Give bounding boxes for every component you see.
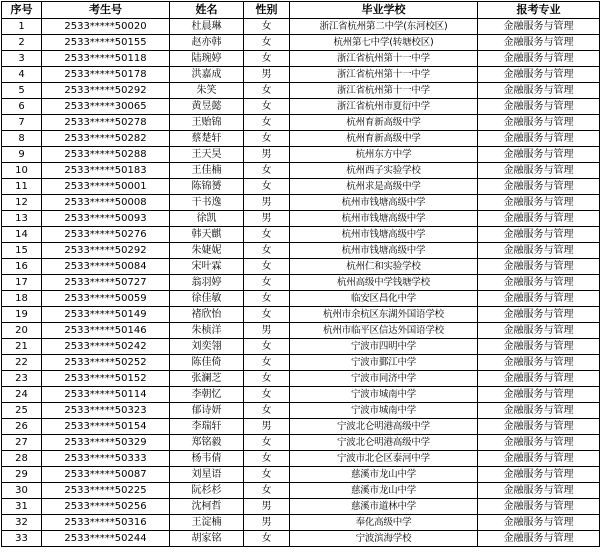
cell-name: 徐凯 [170,211,244,227]
cell-school: 宁波市城南中学 [290,403,478,419]
cell-exam-number: 2533*****50276 [42,227,170,243]
cell-school: 杭州东方中学 [290,147,478,163]
cell-major: 金融服务与管理 [478,419,600,435]
cell-exam-number: 2533*****50155 [42,35,170,51]
table-row [2,403,600,419]
cell-exam-number: 2533*****50084 [42,259,170,275]
cell-exam-number: 2533*****50020 [42,19,170,35]
cell-school: 宁波北仑明港高级中学 [290,435,478,451]
cell-gender: 男 [244,147,290,163]
cell-major: 金融服务与管理 [478,19,600,35]
cell-major: 金融服务与管理 [478,275,600,291]
table-row [2,147,600,163]
cell-name: 朱婕妮 [170,243,244,259]
table-row [2,83,600,99]
table-row [2,499,600,515]
cell-index: 17 [2,275,42,291]
cell-major: 金融服务与管理 [478,179,600,195]
cell-name: 李瑞轩 [170,419,244,435]
cell-name: 王贻锦 [170,115,244,131]
table-row [2,323,600,339]
cell-school: 杭州市余杭区东湖外国语学校 [290,307,478,323]
cell-major: 金融服务与管理 [478,499,600,515]
table-row [2,131,600,147]
cell-index: 15 [2,243,42,259]
table-row [2,67,600,83]
cell-gender: 女 [244,227,290,243]
cell-major: 金融服务与管理 [478,483,600,499]
cell-school: 杭州育新高级中学 [290,115,478,131]
table-row [2,179,600,195]
cell-school: 杭州市临平区信达外国语学校 [290,323,478,339]
cell-major: 金融服务与管理 [478,227,600,243]
cell-gender: 男 [244,67,290,83]
table-row [2,35,600,51]
cell-index: 25 [2,403,42,419]
cell-index: 28 [2,451,42,467]
cell-exam-number: 2533*****50146 [42,323,170,339]
table-row [2,339,600,355]
header-exam-number: 考生号 [42,2,170,19]
cell-major: 金融服务与管理 [478,307,600,323]
cell-major: 金融服务与管理 [478,451,600,467]
cell-exam-number: 2533*****50252 [42,355,170,371]
cell-name: 李朝忆 [170,387,244,403]
table-row [2,387,600,403]
cell-gender: 女 [244,435,290,451]
cell-index: 2 [2,35,42,51]
cell-gender: 女 [244,35,290,51]
cell-index: 1 [2,19,42,35]
cell-name: 王佳楠 [170,163,244,179]
cell-major: 金融服务与管理 [478,435,600,451]
cell-exam-number: 2533*****50087 [42,467,170,483]
cell-school: 临安区昌化中学 [290,291,478,307]
cell-major: 金融服务与管理 [478,131,600,147]
cell-major: 金融服务与管理 [478,99,600,115]
cell-index: 5 [2,83,42,99]
cell-index: 12 [2,195,42,211]
cell-major: 金融服务与管理 [478,467,600,483]
cell-name: 陆琬婷 [170,51,244,67]
table-row [2,515,600,531]
cell-gender: 女 [244,51,290,67]
table-row [2,419,600,435]
table-row [2,371,600,387]
cell-name: 翁羽婷 [170,275,244,291]
cell-exam-number: 2533*****50152 [42,371,170,387]
table-row [2,531,600,547]
cell-name: 郑铭毅 [170,435,244,451]
cell-index: 26 [2,419,42,435]
cell-exam-number: 2533*****50178 [42,67,170,83]
cell-school: 杭州市钱塘高级中学 [290,211,478,227]
cell-index: 31 [2,499,42,515]
cell-index: 24 [2,387,42,403]
cell-school: 浙江省杭州第十一中学 [290,51,478,67]
cell-major: 金融服务与管理 [478,115,600,131]
cell-name: 沈柯哲 [170,499,244,515]
cell-index: 32 [2,515,42,531]
table-row [2,355,600,371]
cell-school: 宁波市城南中学 [290,387,478,403]
cell-gender: 男 [244,323,290,339]
cell-gender: 女 [244,451,290,467]
cell-exam-number: 2533*****50244 [42,531,170,547]
cell-name: 王天昊 [170,147,244,163]
cell-gender: 女 [244,339,290,355]
cell-name: 陈佳倚 [170,355,244,371]
cell-school: 杭州市钱塘高级中学 [290,195,478,211]
cell-gender: 女 [244,291,290,307]
cell-gender: 女 [244,259,290,275]
cell-index: 6 [2,99,42,115]
cell-gender: 女 [244,99,290,115]
cell-gender: 女 [244,275,290,291]
table-row [2,99,600,115]
cell-major: 金融服务与管理 [478,515,600,531]
cell-major: 金融服务与管理 [478,195,600,211]
table-row [2,435,600,451]
cell-name: 陈锦赟 [170,179,244,195]
cell-exam-number: 2533*****50093 [42,211,170,227]
cell-gender: 男 [244,515,290,531]
cell-gender: 女 [244,483,290,499]
table-row [2,483,600,499]
cell-gender: 男 [244,499,290,515]
cell-school: 浙江省杭州第十一中学 [290,83,478,99]
cell-major: 金融服务与管理 [478,291,600,307]
cell-name: 蔡楚轩 [170,131,244,147]
cell-school: 杭州求是高级中学 [290,179,478,195]
cell-name: 郁诗妍 [170,403,244,419]
cell-exam-number: 2533*****50242 [42,339,170,355]
cell-exam-number: 2533*****50292 [42,243,170,259]
cell-index: 29 [2,467,42,483]
table-row [2,211,600,227]
cell-name: 朱桢洋 [170,323,244,339]
cell-index: 11 [2,179,42,195]
cell-gender: 女 [244,19,290,35]
cell-name: 黄昱懿 [170,99,244,115]
cell-school: 慈溪市龙山中学 [290,467,478,483]
cell-major: 金融服务与管理 [478,163,600,179]
cell-school: 宁波市四明中学 [290,339,478,355]
header-name: 姓名 [170,2,244,19]
cell-school: 杭州市钱塘高级中学 [290,243,478,259]
cell-major: 金融服务与管理 [478,67,600,83]
cell-gender: 女 [244,243,290,259]
cell-index: 3 [2,51,42,67]
cell-name: 徐佳敏 [170,291,244,307]
cell-exam-number: 2533*****50278 [42,115,170,131]
table-row [2,307,600,323]
cell-school: 慈溪市龙山中学 [290,483,478,499]
admission-list-table [1,1,600,547]
cell-index: 16 [2,259,42,275]
cell-major: 金融服务与管理 [478,387,600,403]
cell-school: 浙江省杭州第十一中学 [290,67,478,83]
cell-name: 阮杉杉 [170,483,244,499]
cell-exam-number: 2533*****50225 [42,483,170,499]
cell-gender: 女 [244,371,290,387]
cell-index: 23 [2,371,42,387]
cell-gender: 男 [244,211,290,227]
cell-exam-number: 2533*****50183 [42,163,170,179]
cell-major: 金融服务与管理 [478,83,600,99]
table-row [2,19,600,35]
cell-gender: 女 [244,403,290,419]
cell-gender: 女 [244,531,290,547]
cell-school: 奉化高级中学 [290,515,478,531]
cell-school: 宁波市鄞江中学 [290,355,478,371]
table-row [2,467,600,483]
cell-major: 金融服务与管理 [478,323,600,339]
header-row [2,2,600,19]
cell-index: 27 [2,435,42,451]
header-school: 毕业学校 [290,2,478,19]
cell-name: 杜晨琳 [170,19,244,35]
cell-index: 19 [2,307,42,323]
cell-index: 30 [2,483,42,499]
table-row [2,291,600,307]
cell-exam-number: 2533*****50333 [42,451,170,467]
cell-name: 张澜芝 [170,371,244,387]
cell-exam-number: 2533*****50288 [42,147,170,163]
cell-exam-number: 2533*****50118 [42,51,170,67]
table-row [2,275,600,291]
table-row [2,115,600,131]
table-header [2,2,600,19]
cell-gender: 女 [244,307,290,323]
header-major: 报考专业 [478,2,600,19]
cell-index: 9 [2,147,42,163]
cell-major: 金融服务与管理 [478,355,600,371]
cell-school: 杭州市钱塘高级中学 [290,227,478,243]
cell-index: 4 [2,67,42,83]
cell-major: 金融服务与管理 [478,531,600,547]
header-index: 序号 [2,2,42,19]
cell-major: 金融服务与管理 [478,259,600,275]
cell-exam-number: 2533*****50256 [42,499,170,515]
cell-gender: 男 [244,419,290,435]
cell-name: 韩天麒 [170,227,244,243]
table-row [2,195,600,211]
cell-name: 朱笑 [170,83,244,99]
cell-gender: 女 [244,467,290,483]
cell-school: 浙江省杭州第二中学(东河校区) [290,19,478,35]
table-row [2,163,600,179]
cell-gender: 女 [244,387,290,403]
table-row [2,243,600,259]
table-row [2,51,600,67]
cell-exam-number: 2533*****50316 [42,515,170,531]
cell-gender: 女 [244,355,290,371]
cell-school: 宁波滨海学校 [290,531,478,547]
cell-name: 干书逸 [170,195,244,211]
cell-exam-number: 2533*****50059 [42,291,170,307]
cell-index: 8 [2,131,42,147]
cell-exam-number: 2533*****50727 [42,275,170,291]
cell-index: 22 [2,355,42,371]
cell-exam-number: 2533*****50154 [42,419,170,435]
cell-school: 杭州高级中学钱塘学校 [290,275,478,291]
cell-name: 王淀楠 [170,515,244,531]
cell-name: 刘奕翎 [170,339,244,355]
cell-major: 金融服务与管理 [478,35,600,51]
cell-exam-number: 2533*****50323 [42,403,170,419]
cell-gender: 女 [244,115,290,131]
cell-index: 33 [2,531,42,547]
cell-index: 18 [2,291,42,307]
table-row [2,259,600,275]
cell-name: 刘星语 [170,467,244,483]
cell-exam-number: 2533*****50008 [42,195,170,211]
cell-exam-number: 2533*****50149 [42,307,170,323]
cell-index: 10 [2,163,42,179]
cell-exam-number: 2533*****30065 [42,99,170,115]
cell-gender: 女 [244,179,290,195]
cell-school: 杭州第七中学(转塘校区) [290,35,478,51]
cell-index: 20 [2,323,42,339]
cell-gender: 女 [244,83,290,99]
cell-major: 金融服务与管理 [478,147,600,163]
table-body [2,19,600,547]
cell-name: 褚欣怡 [170,307,244,323]
cell-exam-number: 2533*****50001 [42,179,170,195]
cell-school: 宁波北仑明港高级中学 [290,419,478,435]
cell-exam-number: 2533*****50114 [42,387,170,403]
cell-index: 14 [2,227,42,243]
cell-school: 杭州西子实验学校 [290,163,478,179]
cell-exam-number: 2533*****50292 [42,83,170,99]
cell-school: 宁波市同济中学 [290,371,478,387]
cell-major: 金融服务与管理 [478,339,600,355]
cell-school: 慈溪市道林中学 [290,499,478,515]
cell-index: 7 [2,115,42,131]
cell-index: 13 [2,211,42,227]
cell-name: 赵亦韩 [170,35,244,51]
cell-exam-number: 2533*****50329 [42,435,170,451]
cell-name: 胡家铭 [170,531,244,547]
cell-school: 浙江省杭州市夏衍中学 [290,99,478,115]
table-row [2,227,600,243]
table-row [2,451,600,467]
cell-major: 金融服务与管理 [478,371,600,387]
cell-major: 金融服务与管理 [478,243,600,259]
cell-exam-number: 2533*****50282 [42,131,170,147]
cell-school: 杭州仁和实验学校 [290,259,478,275]
cell-name: 宋叶霖 [170,259,244,275]
cell-name: 杨韦倩 [170,451,244,467]
cell-index: 21 [2,339,42,355]
cell-major: 金融服务与管理 [478,211,600,227]
cell-name: 洪嘉成 [170,67,244,83]
cell-school: 杭州育新高级中学 [290,131,478,147]
cell-major: 金融服务与管理 [478,403,600,419]
cell-gender: 女 [244,163,290,179]
cell-school: 宁波市北仑区泰河中学 [290,451,478,467]
cell-gender: 男 [244,195,290,211]
cell-major: 金融服务与管理 [478,51,600,67]
cell-gender: 女 [244,131,290,147]
header-gender: 性别 [244,2,290,19]
